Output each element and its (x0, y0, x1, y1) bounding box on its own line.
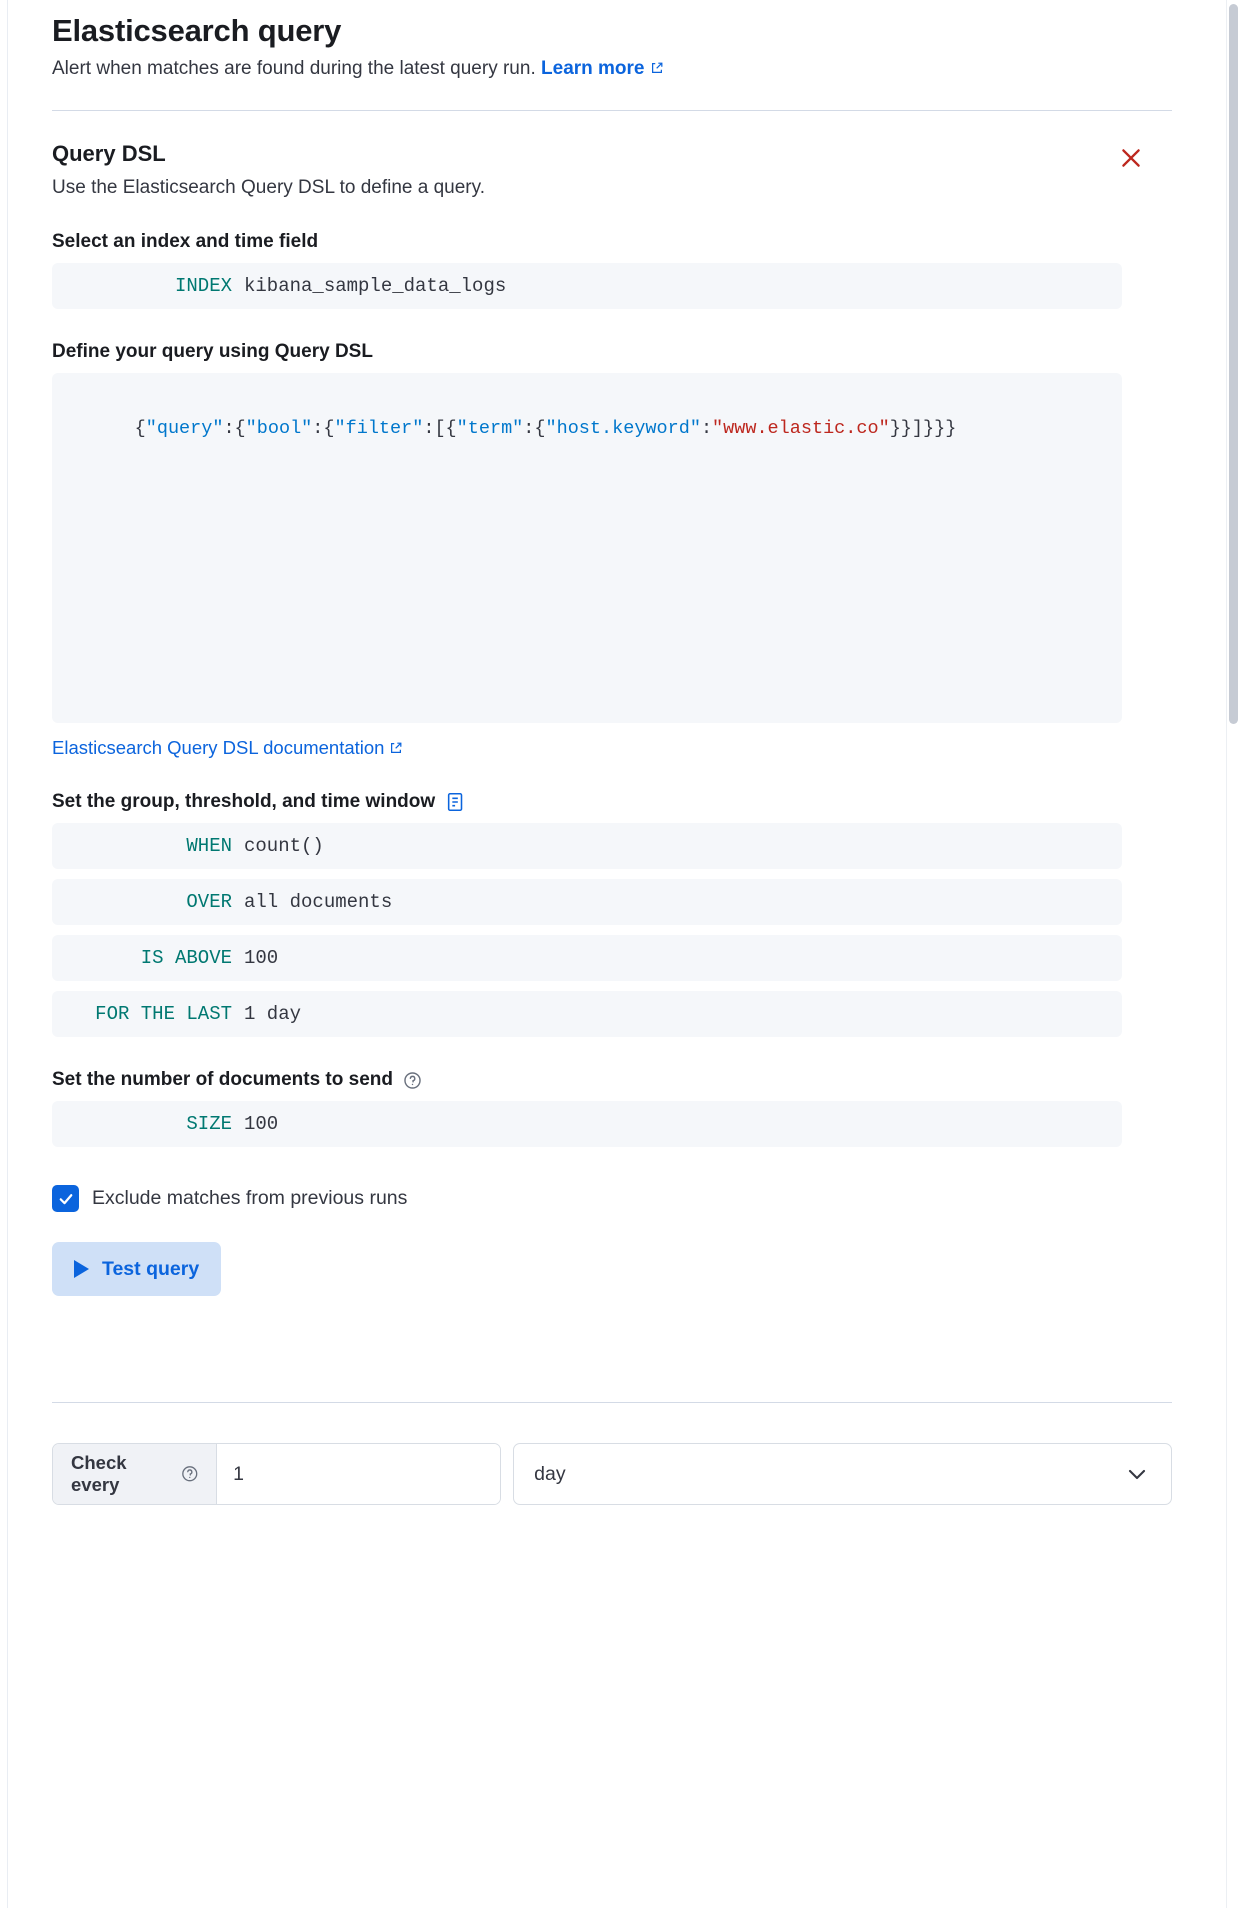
check-every-unit-value: day (534, 1462, 566, 1485)
test-query-button[interactable] (52, 1242, 221, 1296)
define-query-section-title-text: Define your query using Query DSL (52, 341, 373, 363)
check-every-unit-select[interactable] (513, 1443, 1172, 1505)
threshold-row-when[interactable] (52, 823, 1122, 869)
threshold-row-over[interactable] (52, 879, 1122, 925)
close-icon[interactable] (1118, 145, 1144, 171)
query-dsl-title: Query DSL (52, 141, 166, 167)
index-field-value: kibana_sample_data_logs (244, 275, 507, 298)
size-field-row[interactable] (52, 1101, 1122, 1147)
threshold-when-value: count() (244, 835, 324, 858)
threshold-over-value: all documents (244, 891, 393, 914)
threshold-is-above-label: IS ABOVE (140, 947, 232, 970)
exclude-previous-runs-label: Exclude matches from previous runs (92, 1187, 408, 1210)
learn-more-link[interactable] (541, 58, 644, 79)
exclude-previous-runs-checkbox[interactable] (52, 1185, 79, 1212)
page-scrollbar[interactable] (1226, 0, 1240, 1908)
threshold-row-for-the-last[interactable] (52, 991, 1122, 1037)
left-rail (0, 0, 8, 1908)
footer-divider (52, 1402, 1172, 1403)
define-query-section-title (52, 341, 1172, 363)
size-field-label: SIZE (186, 1113, 232, 1136)
index-field-label: INDEX (174, 275, 232, 298)
check-every-label-prepend (53, 1444, 217, 1504)
query-dsl-description: Use the Elasticsearch Query DSL to define a query. (52, 177, 485, 199)
external-link-icon (650, 61, 664, 75)
threshold-row-is-above[interactable] (52, 935, 1122, 981)
page-subtitle (52, 58, 1172, 80)
test-query-label: Test query (102, 1257, 200, 1280)
threshold-for-the-last-label: FOR THE LAST (95, 1003, 232, 1026)
size-section-title-text: Set the number of documents to send (52, 1069, 393, 1091)
play-icon (74, 1260, 89, 1278)
index-field-row[interactable] (52, 263, 1122, 309)
query-dsl-documentation-link[interactable] (52, 737, 403, 759)
learn-more-label: Learn more (541, 58, 645, 80)
scrollbar-thumb[interactable] (1229, 4, 1238, 724)
check-every-input-group[interactable] (52, 1443, 501, 1505)
check-every-interval-input[interactable] (217, 1444, 500, 1504)
header-divider (52, 110, 1172, 111)
exclude-previous-runs-row[interactable] (52, 1185, 1172, 1212)
size-field-value: 100 (244, 1113, 279, 1136)
chevron-down-icon (1125, 1462, 1149, 1486)
threshold-when-label: WHEN (186, 835, 232, 858)
threshold-over-label: OVER (186, 891, 232, 914)
query-dsl-editor[interactable]: {"query":{"bool":{"filter":[{"term":{"host.keyword":"www.elastic.co"}}]}}} (52, 373, 1122, 723)
index-section-title-text: Select an index and time field (52, 231, 319, 253)
documentation-info-icon[interactable] (445, 791, 467, 813)
help-circle-icon[interactable] (403, 1071, 422, 1090)
threshold-section-title-text: Set the group, threshold, and time window (52, 791, 436, 813)
threshold-is-above-value: 100 (244, 947, 279, 970)
query-dsl-documentation-label: Elasticsearch Query DSL documentation (52, 737, 385, 759)
help-circle-icon-schedule[interactable] (181, 1465, 199, 1484)
threshold-for-the-last-value: 1 day (244, 1003, 302, 1026)
size-section-title (52, 1069, 1172, 1091)
threshold-section-title (52, 791, 1172, 813)
panel-content (52, 0, 1172, 1505)
check-every-label: Check every (71, 1452, 127, 1496)
external-link-icon-doc (389, 741, 403, 755)
page-title: Elasticsearch query (52, 13, 342, 48)
page-subtitle-text: Alert when matches are found during the latest query run. (52, 58, 536, 80)
check-every-row (52, 1443, 1172, 1505)
index-section-title (52, 231, 1172, 253)
query-dsl-section-header (52, 141, 1172, 199)
